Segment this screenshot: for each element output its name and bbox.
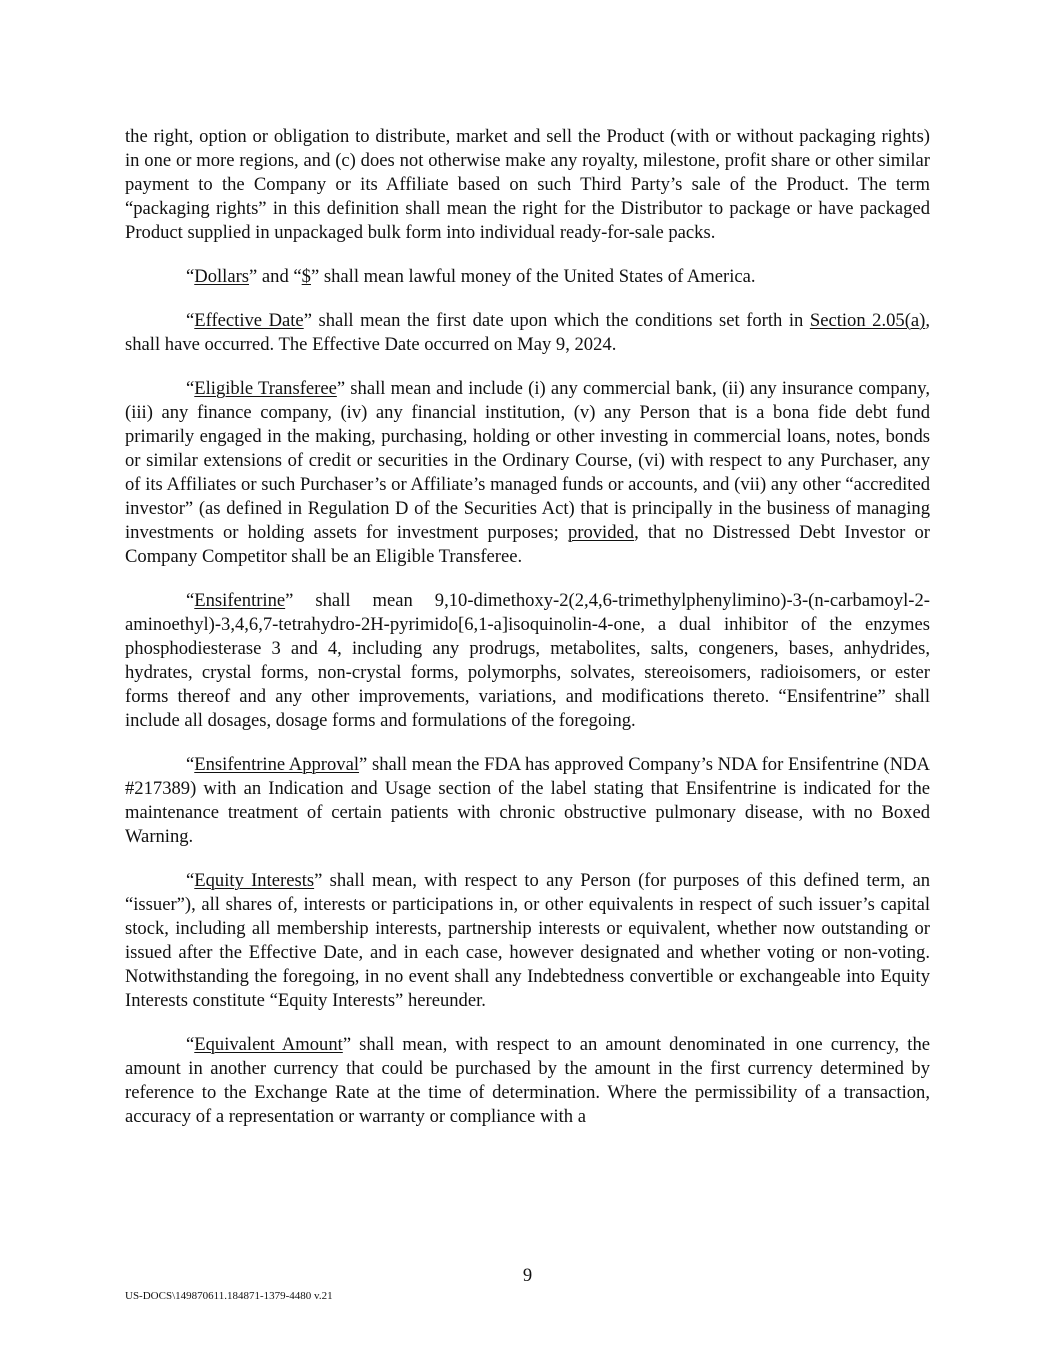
defined-term: Dollars [194, 266, 250, 287]
paragraph-product-continuation [125, 125, 930, 245]
defined-term: Ensifentrine Approval [194, 754, 360, 775]
paragraph-definition-equity-interests [125, 869, 930, 1013]
open-quote: “ [186, 378, 195, 399]
defined-term: Equity Interests [194, 870, 315, 891]
open-quote: “ [186, 754, 195, 775]
definition-text: , that no Distressed Debt Investor or Company Competitor shall be an Eligible Transferee. [125, 522, 930, 567]
definition-text: ” shall mean the first date upon which the conditions set forth in [303, 310, 810, 331]
defined-term: $ [301, 266, 311, 287]
proviso-term: provided [567, 522, 635, 543]
definition-text: ” shall mean, with respect to an amount denominated in one currency, the amount in another currency that could be purchased by the amount in the first currency determined by reference to the Exchange Rate at the time of determination. Where the permissibility of a transaction, accuracy of a representation or warranty or compliance with a [125, 1034, 930, 1127]
defined-term: Ensifentrine [194, 590, 286, 611]
open-quote: “ [186, 1034, 195, 1055]
paragraph-text: the right, option or obligation to distribute, market and sell the Product (with or without packaging rights) in one or more regions, and (c) does not otherwise make any royalty, milestone, profit share or other similar payment to the Company or its Affiliate based on such Third Party’s sale of the Product. The term “packaging rights” in this definition shall mean the right for the Distributor to package or have packaged Product supplied in unpackaged bulk form into individual ready-for-sale packs. [125, 126, 930, 243]
definition-text: , shall have occurred. The Effective Date occurred on May 9, 2024. [125, 310, 930, 355]
document-id-footer: US-DOCS\149870611.184871-1379-4480 v.21 [125, 1290, 333, 1302]
defined-term: Effective Date [194, 310, 304, 331]
definition-text: ” shall mean, with respect to any Person (for purposes of this defined term, an “issuer”), all shares of, interests or participations in, or other equivalents in respect of such issuer’s capital stock, including all membership interests, partnership interests or equivalent, whether now outstanding or issued after the Effective Date, and in each case, however designated and whether voting or non-voting. Notwithstanding the foregoing, in no event shall any Indebtedness convertible or exchangeable into Equity Interests constitute “Equity Interests” hereunder. [125, 870, 931, 1011]
paragraph-definition-effective-date [125, 309, 930, 357]
open-quote: “ [186, 310, 195, 331]
paragraph-definition-ensifentrine-approval [125, 753, 930, 849]
paragraph-definition-eligible-transferee [125, 377, 930, 569]
page-number: 9 [522, 1265, 533, 1286]
open-quote: “ [186, 590, 195, 611]
paragraph-definition-equivalent-amount [125, 1033, 930, 1129]
definition-text: ” shall mean lawful money of the United States of America. [310, 266, 756, 287]
definition-text: ” shall mean the FDA has approved Company’s NDA for Ensifentrine (NDA #217389) with an Indication and Usage section of the label stating that Ensifentrine is indicated for the maintenance treatment of certain patients with chronic obstructive pulmonary disease, with no Boxed Warning. [125, 754, 930, 847]
open-quote: “ [186, 870, 195, 891]
open-quote: “ [186, 266, 195, 287]
definition-text: ” shall mean and include (i) any commercial bank, (ii) any insurance company, (iii) any finance company, (iv) any financial institution, (v) any Person that is a bona fide debt fund primarily engaged in the making, purchasing, holding or other investing in commercial loans, notes, bonds or similar extensions of credit or securities in the Ordinary Course, (vi) with respect to any Purchaser, any of its Affiliates or such Purchaser’s or Affiliate’s managed funds or accounts, and (vii) any other “accredited investor” (as defined in Regulation D of the Securities Act) that is principally in the business of managing investments or holding assets for investment purposes; [125, 378, 930, 543]
defined-term: Equivalent Amount [194, 1034, 343, 1055]
section-reference: Section 2.05(a) [809, 310, 926, 331]
term-separator: ” and “ [249, 266, 302, 287]
paragraph-definition-ensifentrine [125, 589, 930, 733]
paragraph-definition-dollars [125, 265, 930, 289]
defined-term: Eligible Transferee [194, 378, 337, 399]
definition-text: ” shall mean 9,10-dimethoxy-2(2,4,6-trimethylphenylimino)-3-(n-carbamoyl-2-aminoethyl)-3,4,6,7-tetrahydro-2H-pyrimido[6,1-a]isoquinolin-4-one, a dual inhibitor of the enzymes phosphodiesterase 3 and 4, including any prodrugs, metabolites, salts, congeners, bases, anhydrides, hydrates, crystal forms, non-crystal forms, polymorphs, solvates, stereoisomers, radioisomers, or ester forms thereof and any other improvements, variations, and modifications thereto. “Ensifentrine” shall include all dosages, dosage forms and formulations of the foregoing. [125, 590, 930, 731]
document-body [125, 125, 930, 1149]
